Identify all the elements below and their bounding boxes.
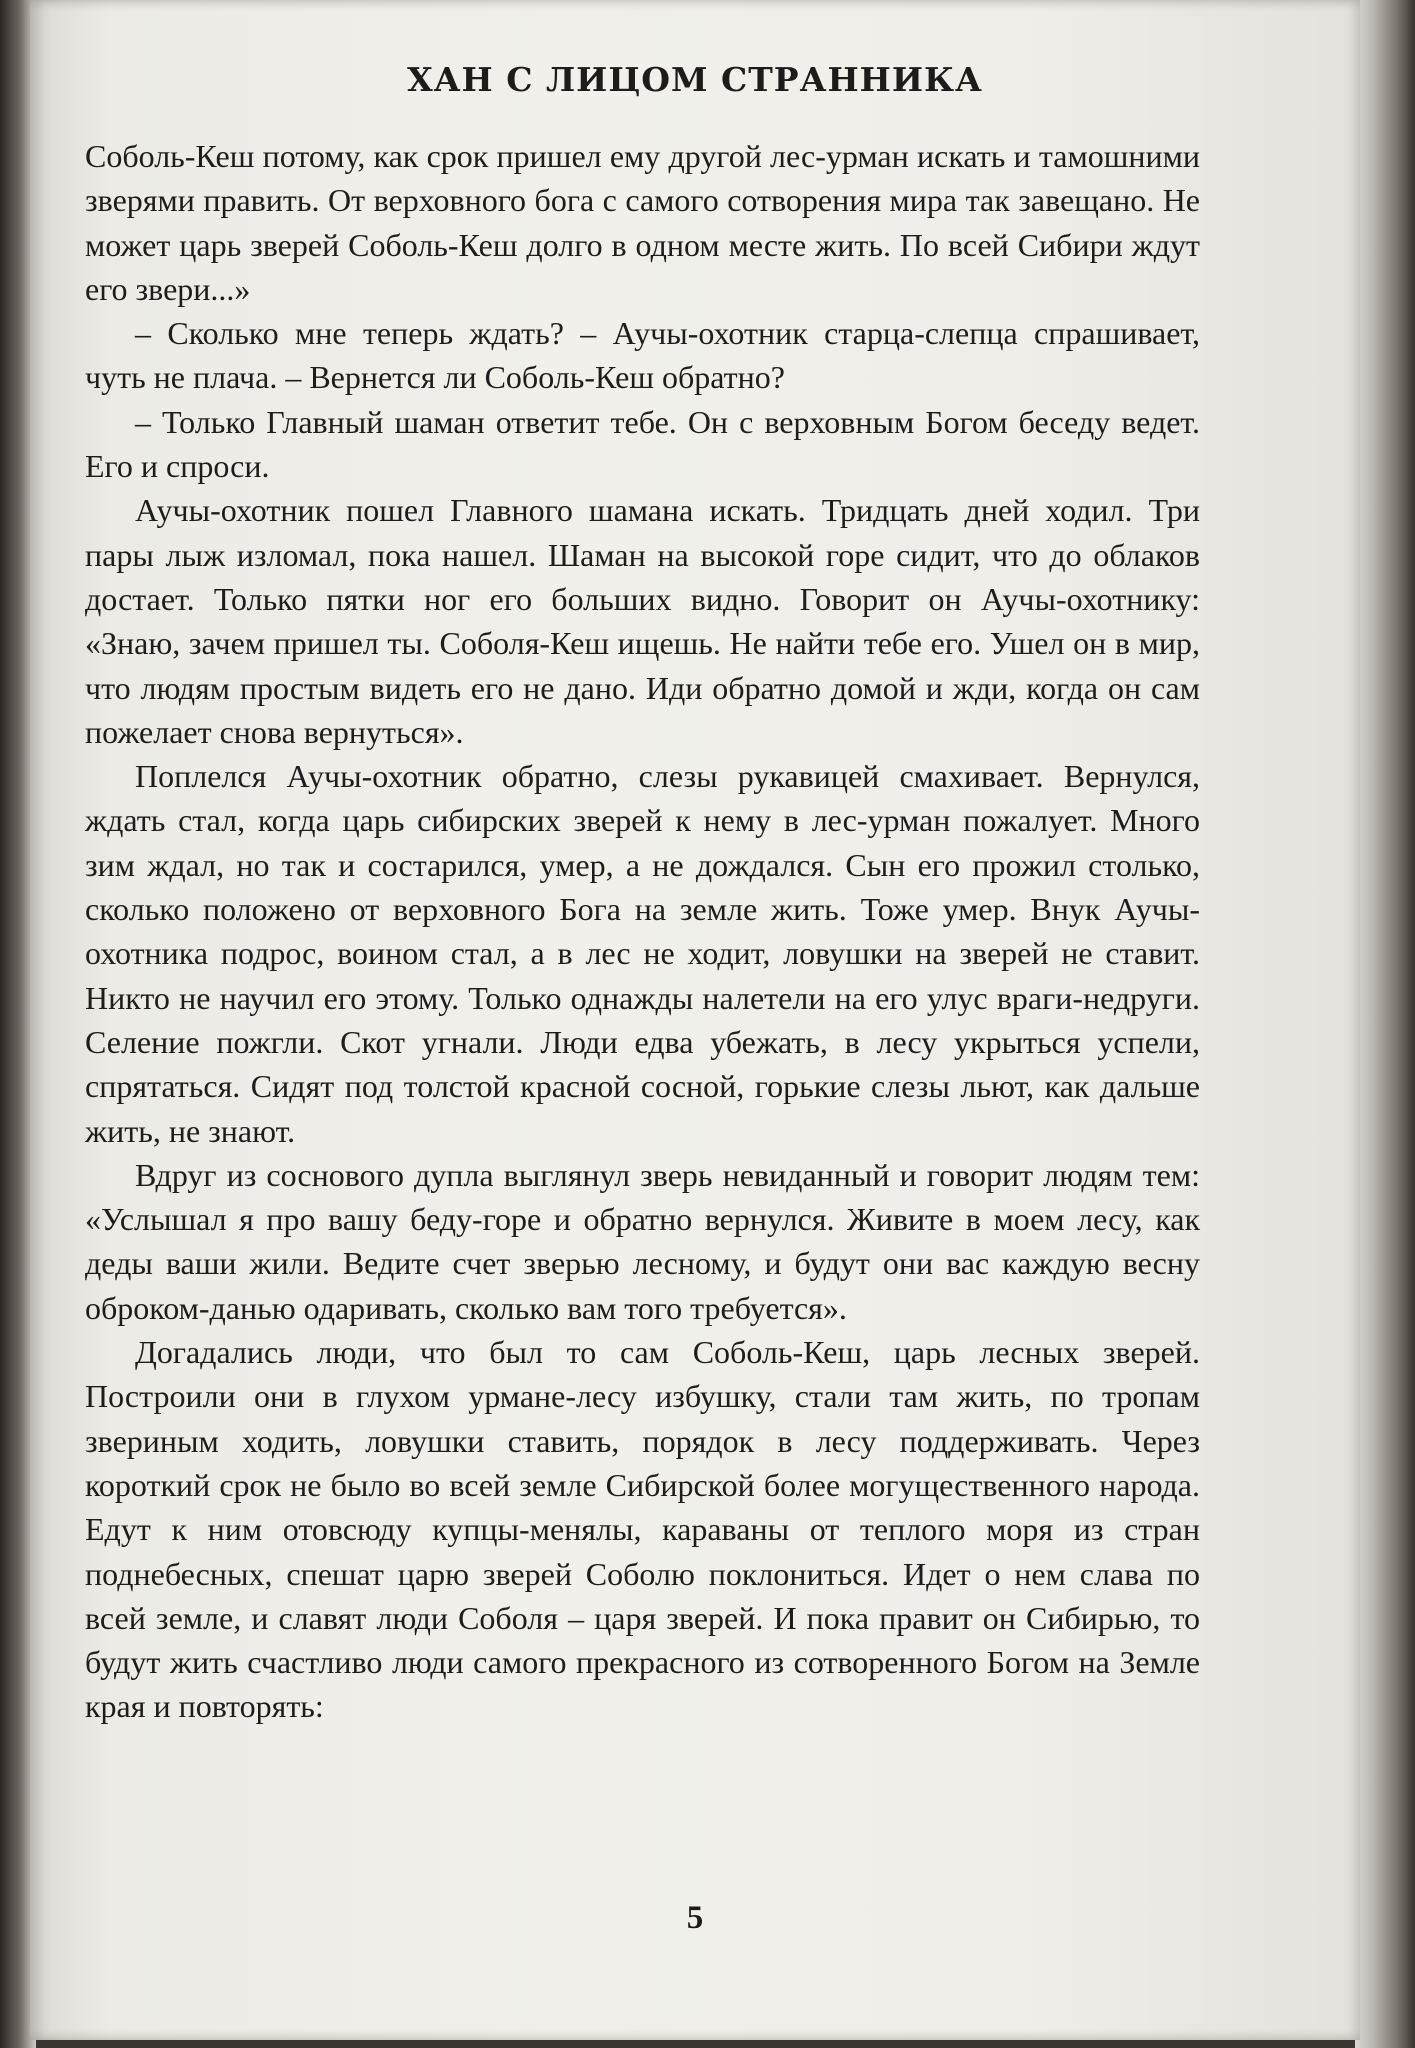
page-number: 5 — [686, 1900, 704, 1936]
paragraph-1: Соболь-Кеш потому, как срок пришел ему другой лес-урман искать и тамошними зверями править. От верховного бога с самого сотворения мира так завещано. Не может царь зверей Соболь-Кеш долго в одном месте жить. По всей Сибири ждут его звери...» — [85, 138, 1200, 307]
paragraph-5: Поплелся Аучы-охотник обратно, слезы рукавицей смахивает. Вернулся, ждать стал, когда царь сибирских зверей к нему в лес-урман пожалует. Много зим ждал, но так и состарился, умер, а не дождался. Сын его прожил столько, сколько положено от верховного Бога на земле жить. Тоже умер. Внук Аучы-охотника подрос, воином стал, а в лес не ходит, ловушки на зверей не ставит. Никто не научил его этому. Только однажды налетели на его улус враги-недруги. Селение пожгли. Скот угнали. Люди едва убежать, в лесу укрыться успели, спрятаться. Сидят под толстой красной сосной, горькие слезы льют, как дальше жить, не знают. — [85, 758, 1200, 1149]
paragraph-2: – Сколько мне теперь ждать? – Аучы-охотник старца-слепца спрашивает, чуть не плача. – Вернется ли Соболь-Кеш обратно? — [85, 315, 1200, 396]
paragraph-6: Вдруг из соснового дупла выглянул зверь невиданный и говорит людям тем: «Услышал я про вашу беду-горе и обратно вернулся. Живите в моем лесу, как деды ваши жили. Ведите счет зверью лесному, и будут они вас каждую весну оброком-данью одаривать, сколько вам того требуется». — [85, 1156, 1200, 1326]
paragraph-4: Аучы-охотник пошел Главного шамана искать. Тридцать дней ходил. Три пары лыж изломал, пока нашел. Шаман на высокой горе сидит, что до облаков достает. Только пятки ног его больших видно. Говорит он Аучы-охотнику: «Знаю, зачем пришел ты. Соболя-Кеш ищешь. Не найти тебе его. Ушел он в мир, что людям простым видеть его не дано. Иди обратно домой и жди, когда он сам пожелает снова вернуться». — [85, 492, 1200, 750]
paragraph-3: – Только Главный шаман ответит тебе. Он с верховным Богом беседу ведет. Его и спроси. — [85, 403, 1200, 485]
running-title: ХАН С ЛИЦОМ СТРАННИКА — [407, 60, 983, 99]
page-body-text — [85, 134, 1200, 1729]
paragraph-7: Догадались люди, что был то сам Соболь-Кеш, царь лесных зверей. Построили они в глухом урмане-лесу избушку, стали там жить, по тропам звериным ходить, ловушки ставить, порядок в лесу поддерживать. Через короткий срок не было во всей земле Сибирской более могущественного народа. Едут к ним отовсюду купцы-менялы, караваны от теплого моря из стран поднебесных, спешат царю зверей Соболю поклониться. Идет о нем слава по всей земле, и славят люди Соболя – царя зверей. И пока правит он Сибирью, то будут жить счастливо люди самого прекрасного из сотворенного Богом на Земле края и повторять: — [85, 1334, 1200, 1725]
page-edge-stack — [1355, 0, 1415, 2048]
book-page — [30, 0, 1360, 2040]
